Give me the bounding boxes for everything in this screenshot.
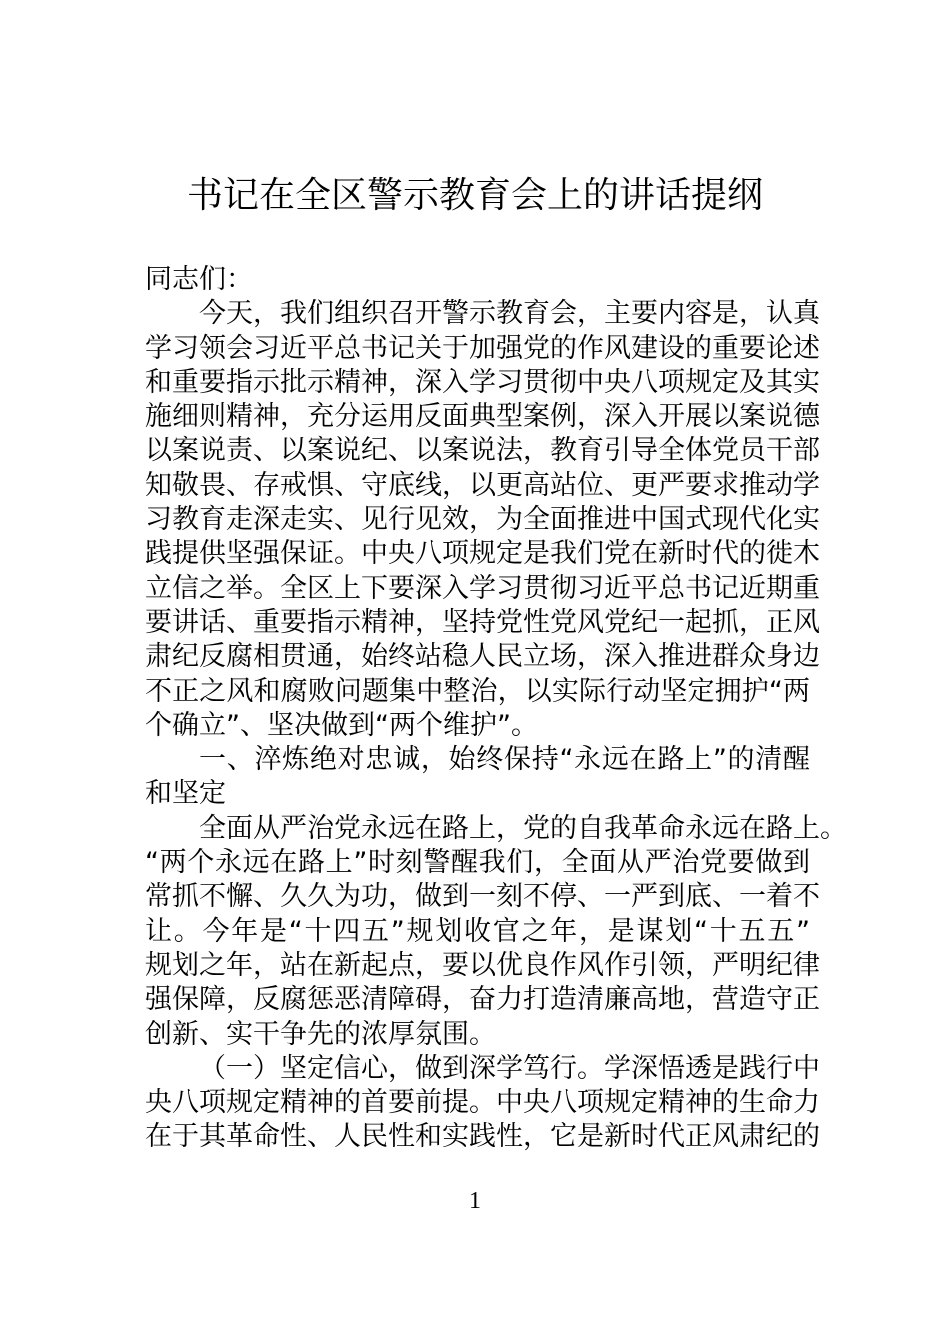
paragraph-line: 不正之风和腐败问题集中整治，以实际行动坚定拥护“两 [145, 675, 810, 707]
paragraph-line: 肃纪反腐相贯通，始终站稳人民立场，深入推进群众身边 [145, 641, 820, 673]
paragraph-line: 强保障，反腐惩恶清障碍，奋力打造清廉高地，营造守正 [145, 984, 820, 1016]
paragraph-line: 施细则精神，充分运用反面典型案例，深入开展以案说德 [145, 401, 820, 433]
paragraph-line: 创新、实干争先的浓厚氛围。 [145, 1018, 496, 1050]
document-body [145, 263, 847, 1155]
paragraph-line: 规划之年，站在新起点，要以优良作风作引领，严明纪律 [145, 949, 820, 981]
paragraph-line: 和重要指示批示精神，深入学习贯彻中央八项规定及其实 [145, 366, 820, 398]
salutation: 同志们： [145, 264, 253, 295]
section-heading-line: 和坚定 [145, 778, 226, 810]
paragraph-line: 以案说责、以案说纪、以案说法，教育引导全体党员干部 [145, 435, 820, 467]
paragraph-line: 立信之举。全区上下要深入学习贯彻习近平总书记近期重 [145, 572, 820, 604]
document-title: 书记在全区警示教育会上的讲话提纲 [186, 175, 763, 216]
paragraph-line: 学习领会习近平总书记关于加强党的作风建设的重要论述 [145, 332, 820, 364]
paragraph-line: （一）坚定信心，做到深学笃行。学深悟透是践行中 [199, 1052, 820, 1084]
paragraph-line: “两个永远在路上”时刻警醒我们，全面从严治党要做到 [145, 847, 810, 879]
paragraph-line: 践提供坚强保证。中央八项规定是我们党在新时代的徙木 [145, 538, 820, 570]
paragraph-line: 让。今年是“十四五”规划收官之年，是谋划“十五五” [145, 915, 810, 947]
section-heading-line: 一、淬炼绝对忠诚，始终保持“永远在路上”的清醒 [199, 744, 810, 776]
paragraph-line: 在于其革命性、人民性和实践性，它是新时代正风肃纪的 [145, 1121, 820, 1153]
page-number: 1 [469, 1188, 481, 1214]
paragraph-line: 央八项规定精神的首要前提。中央八项规定精神的生命力 [145, 1087, 820, 1119]
paragraph-line: 知敬畏、存戒惧、守底线，以更高站位、更严要求推动学 [145, 469, 820, 501]
paragraph-line: 今天，我们组织召开警示教育会，主要内容是，认真 [199, 298, 820, 330]
paragraph-line: 常抓不懈、久久为功，做到一刻不停、一严到底、一着不 [145, 881, 820, 913]
paragraph-line: 个确立”、坚决做到“两个维护”。 [145, 709, 538, 741]
paragraph-line: 全面从严治党永远在路上，党的自我革命永远在路上。 [199, 812, 847, 844]
paragraph-line: 习教育走深走实、见行见效，为全面推进中国式现代化实 [145, 504, 820, 536]
paragraph-line: 要讲话、重要指示精神，坚持党性党风党纪一起抓，正风 [145, 606, 820, 638]
